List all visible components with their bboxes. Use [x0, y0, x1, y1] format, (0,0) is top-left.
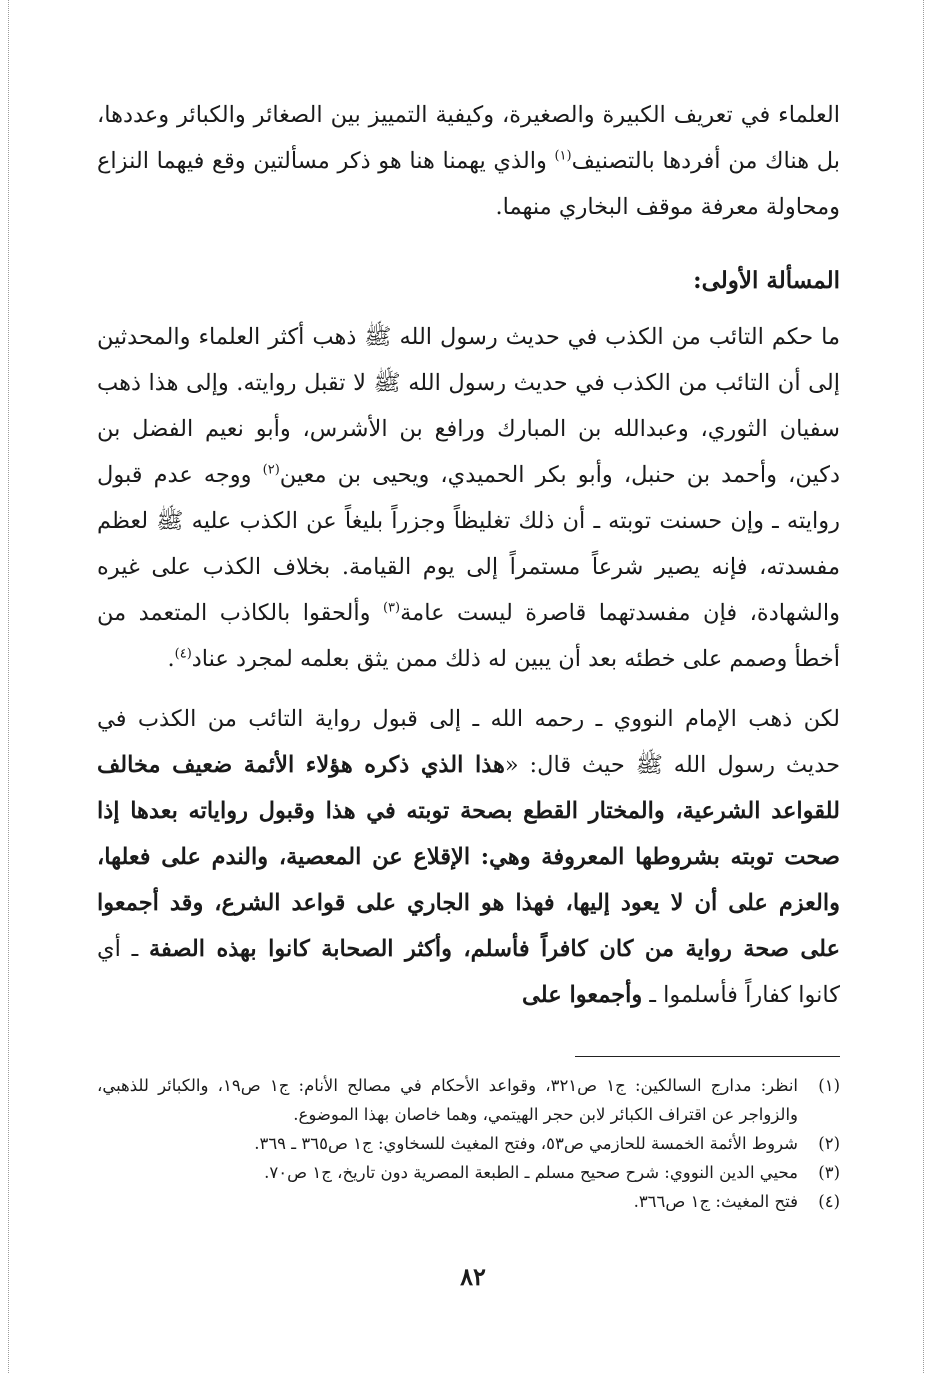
- intro-text: العلماء في تعريف الكبيرة والصغيرة، وكيفية التمييز بين الصغائر والكبائر وعددها، بل هناك من أفردها بالتصنيف: [97, 102, 840, 174]
- footnote-number: (٢): [818, 1134, 840, 1153]
- footnote-number: (٣): [818, 1163, 840, 1182]
- page-number: ٨٢: [460, 1262, 486, 1291]
- paragraph-1-text-a: ما حكم التائب من الكذب في حديث رسول الله ﷺ ذهب أكثر العلماء والمحدثين إلى أن التائب من الكذب في حديث رسول الله ﷺ لا تقبل روايته. وإلى هذا ذهب سفيان الثوري، وعبدالله بن المبارك ورافع بن الأشرس، وأبو نعيم الفضل بن دكين، وأحمد بن حنبل، وأبو بكر الحميدي، ويحيى بن معين: [97, 324, 841, 488]
- paragraph-2-end: وأجمعوا على: [522, 982, 643, 1008]
- nawawi-quote: هذا الذي ذكره هؤلاء الأئمة ضعيف مخالف للقواعد الشرعية، والمختار القطع بصحة توبته في هذا وقبول رواياته بعدها إذا صحت توبته بشروطها المعروفة وهي: الإقلاع عن المعصية، والندم على فعلها، والعزم على أن لا يعود إليها، فهذا هو الجاري على قواعد الشرع، وقد أجمعوا على صحة رواية من كان كافراً فأسلم، وأكثر الصحابة كانوا بهذه الصفة: [97, 752, 840, 962]
- paragraph-2: [97, 696, 840, 1018]
- section-heading: المسألة الأولى:: [693, 267, 840, 294]
- footnote-text: فتح المغيث: ج١ ص٣٦٦.: [633, 1192, 798, 1211]
- paragraph-1: [97, 314, 840, 682]
- scan-edge-left: [8, 0, 9, 1373]
- paragraph-1-text-b: ووجه عدم قبول روايته ـ وإن حسنت توبته ـ أن ذلك تغليظاً وجزراً بليغاً عن الكذب عليه ﷺ لعظم مفسدته، فإنه يصير شرعاً مستمراً إلى يوم القيامة. بخلاف الكذب على غيره والشهادة، فإن مفسدتهما قاصرة ليست عامة: [97, 462, 840, 626]
- footnote-3: [97, 1158, 840, 1187]
- footnote-4: [97, 1187, 840, 1216]
- footnote-ref-3[interactable]: (٣): [382, 600, 401, 616]
- footnote-text: انظر: مدارج السالكين: ج١ ص٣٢١، وقواعد الأحكام في مصالح الأنام: ج١ ص١٩، والكبائر للذهبي، والزواجر عن اقتراف الكبائر لابن حجر الهيتمي، وهما خاصان بهذا الموضوع.: [97, 1076, 798, 1124]
- paragraph-1-end: .: [167, 646, 175, 672]
- footnote-number: (٤): [818, 1192, 840, 1211]
- scan-edge-right: [923, 0, 924, 1373]
- footnote-text: محيي الدين النووي: شرح صحيح مسلم ـ الطبعة المصرية دون تاريخ، ج١ ص٧٠.: [264, 1163, 798, 1182]
- footnote-divider: [575, 1056, 840, 1057]
- intro-paragraph: [97, 92, 840, 230]
- intro-text-cont: والذي يهمنا هنا هو ذكر مسألتين وقع فيهما النزاع ومحاولة معرفة موقف البخاري منهما.: [97, 148, 840, 220]
- paragraph-1-text-c: وألحقوا بالكاذب المتعمد من أخطأ وصمم على خطئه بعد أن يبين له ذلك ممن يثق بعلمه لمجرد عناد: [97, 600, 840, 672]
- page-body: [97, 92, 840, 1216]
- footnote-2: [97, 1129, 840, 1158]
- footnote-number: (١): [818, 1076, 840, 1095]
- footnotes: [97, 1071, 840, 1216]
- footnote-ref-2[interactable]: (٢): [262, 462, 280, 478]
- footnote-ref-1[interactable]: (١): [554, 148, 572, 164]
- paragraph-2-text-a: لكن ذهب الإمام النووي ـ رحمه الله ـ إلى قبول رواية التائب من الكذب في حديث رسول الله ﷺ حيث قال: «: [97, 706, 840, 778]
- paragraph-2-aside: ـ أي كانوا كفاراً فأسلموا ـ: [97, 936, 840, 1008]
- footnote-ref-4[interactable]: (٤): [174, 646, 192, 662]
- footnote-1: [97, 1071, 840, 1129]
- footnote-text: شروط الأئمة الخمسة للحازمي ص٥٣، وفتح المغيث للسخاوي: ج١ ص٣٦٥ ـ ٣٦٩.: [254, 1134, 798, 1153]
